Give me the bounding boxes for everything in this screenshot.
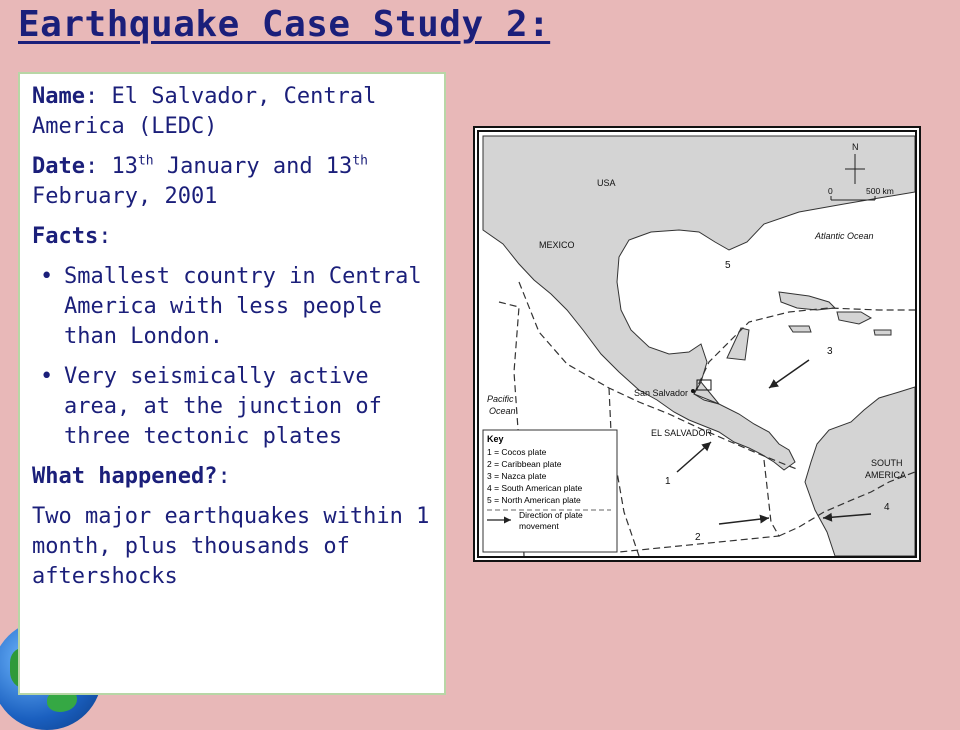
key-item-nazca: 3 = Nazca plate	[487, 471, 547, 481]
key-item-caribbean: 2 = Caribbean plate	[487, 459, 562, 469]
date-suffix-2: th	[352, 153, 368, 169]
what-happened-text: Two major earthquakes within 1 month, plus thousands of aftershocks	[32, 504, 430, 589]
key-arrow-label-1: Direction of plate	[519, 510, 583, 520]
what-happened-heading	[32, 462, 434, 492]
label-san-salvador: San Salvador	[634, 388, 689, 398]
plate-number-3: 3	[827, 346, 833, 357]
name-label: Name	[32, 84, 85, 109]
list-item: • Smallest country in Central America with less people than London.	[32, 262, 434, 352]
label-south-america-1: SOUTH	[871, 458, 903, 468]
slide-title: Earthquake Case Study 2:	[18, 4, 551, 45]
what-happened-colon: :	[217, 464, 231, 489]
date-month-year: February, 2001	[32, 184, 218, 209]
plate-number-2: 2	[695, 532, 701, 543]
label-pacific-1: Pacific	[487, 394, 514, 404]
label-south-america-2: AMERICA	[865, 470, 907, 480]
name-value: : El Salvador, Central America (LEDC)	[32, 84, 377, 139]
date-day-2: January and 13	[153, 154, 353, 179]
plate-number-5: 5	[725, 260, 731, 271]
name-line	[32, 82, 434, 142]
facts-colon: :	[98, 224, 112, 249]
label-north: N	[852, 142, 859, 152]
plate-number-4: 4	[884, 502, 890, 513]
label-scale-0: 0	[828, 186, 833, 196]
label-mexico: MEXICO	[539, 240, 575, 250]
key-arrow-label-2: movement	[519, 521, 559, 531]
key-title: Key	[487, 434, 504, 444]
plate-number-1: 1	[665, 476, 671, 487]
list-item: • Very seismically active area, at the junction of three tectonic plates	[32, 362, 434, 452]
label-atlantic: Atlantic Ocean	[815, 231, 874, 241]
date-day-1: : 13	[84, 154, 138, 179]
key-legend	[483, 430, 617, 552]
what-happened-label: What happened?	[32, 464, 218, 489]
label-el-salvador: EL SALVADOR	[651, 428, 712, 438]
date-suffix-1: th	[137, 153, 154, 169]
facts-label: Facts	[32, 224, 99, 249]
case-study-text-box	[18, 72, 446, 695]
key-item-north-american: 5 = North American plate	[487, 495, 581, 505]
facts-heading	[32, 222, 434, 252]
label-pacific-2: Ocean	[489, 406, 516, 416]
key-item-cocos: 1 = Cocos plate	[487, 447, 547, 457]
date-line	[32, 152, 434, 212]
label-scale-500: 500 km	[866, 186, 894, 196]
facts-list	[32, 262, 434, 452]
date-label: Date	[32, 154, 85, 179]
label-usa: USA	[597, 178, 616, 188]
key-item-south-american: 4 = South American plate	[487, 483, 583, 493]
tectonic-map	[477, 130, 917, 558]
